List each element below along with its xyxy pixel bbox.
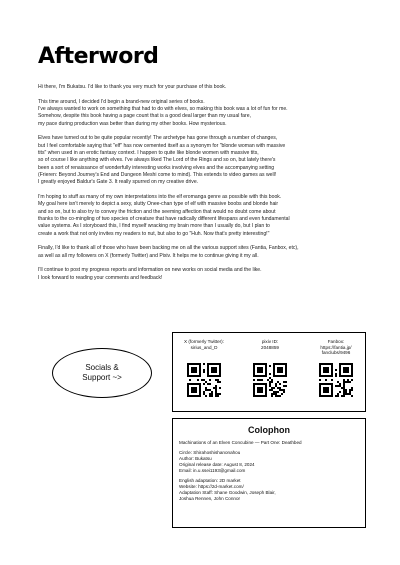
colophon-box — [172, 418, 366, 528]
qr-code-icon — [245, 363, 295, 397]
colophon-email: Email: in.u.ssei1193@gmail.com — [179, 468, 246, 473]
colophon-staff-2: Joshua Rennen, John Connor — [179, 496, 241, 501]
paragraph: This time around, I decided I'd begin a brand-new original series of books. I've always wanted to work on something that had to do with elves, so making this book was a lot of fun for me. Somehow, despite this book having a page count that is a good deal larger than my usual fare, my pace during production was better than during my other books. How mysterious. — [38, 98, 288, 127]
paragraph: Hi there, I'm Bukatsu. I'd like to thank you very much for your purchase of this book. — [38, 84, 227, 90]
social-link-label: pixiv ID: 2048859 — [261, 339, 279, 350]
colophon-staff: Adaptation Staff: Shane Goodwin, Joseph Blair, — [179, 490, 276, 495]
social-link-label: X (formerly Twitter): sirius_and_D — [184, 339, 224, 350]
paragraph: I'll continue to post my progress reports and information on new works on social media and the like. I look forward to reading your comments and feedback! — [38, 267, 262, 281]
colophon-website: Website: https://2d-market.com/ — [179, 484, 244, 489]
colophon-work: Machinations of an Elven Concubine — Part One: Deathbed — [179, 440, 302, 445]
social-link-pixiv[interactable] — [245, 339, 295, 397]
paragraph: Finally, I'd like to thank all of those who have been backing me on all the various support sites (Fantia, Fanbox, etc), as well as all my followers on X (formerly Twitter) and Pixiv. It helps me to continue giving it my all. — [38, 245, 299, 259]
socials-speech-bubble — [52, 348, 152, 398]
colophon-title: Colophon — [248, 425, 290, 435]
social-link-label: Fanbox: https://fantia.jp/ fanclubs/9496 — [320, 339, 352, 356]
socials-label: Socials & Support ~> — [82, 363, 122, 382]
qr-code-icon — [311, 363, 361, 397]
page-title: Afterword — [38, 44, 159, 69]
social-link-x[interactable] — [179, 339, 229, 397]
colophon-author: Author: Bukatsu — [179, 456, 212, 461]
colophon-circle: Circle: Shirahoshishanonahou — [179, 450, 241, 455]
social-links-box — [172, 332, 366, 412]
social-link-fanbox[interactable] — [311, 339, 361, 397]
qr-code-icon — [179, 363, 229, 397]
afterword-body — [38, 84, 368, 289]
paragraph: I'm hoping to stuff as many of my own interpretations into the elf eromanga genre as possible with this book. My goal here isn't merely to depict a sexy, slutty Onee-chan type of elf with massive boobs and blonde hair and so on, but to also try to convey the friction and the seeming affection that would no doubt come about thanks to the co-mingling of two species of creature that have radically different lifespans and even fundamental value systems. As I storyboard this, I find myself wracking my brain more than I usually do, but I plan to create a work that not only invites my readers to nut, but also to go "Huh. Now that's pretty interesting!" — [38, 194, 290, 237]
colophon-english: English adaptation: 2D market — [179, 478, 241, 483]
paragraph: Elves have turned out to be quite popular recently! The archetype has gone through a number of changes, but I feel comfortable saying that "elf" has now cemented itself as a synonym for "blonde woman with massive tits" when used in an erotic fantasy context. I happen to quite like blonde women with massive tits, so of course I like anything with elves. I've always liked The Lord of the Rings and so on, but lately there's been a sort of renaissance of wonderfully interesting works involving elves and the accompanying setting (Frieren: Beyond Journey's End and Dungeon Meshi come to mind). This extends to video games as well! I greatly enjoyed Baldur's Gate 3. It really spurred on my creative drive. — [38, 135, 286, 186]
colophon-release: Original release date: August 8, 2024 — [179, 462, 255, 467]
